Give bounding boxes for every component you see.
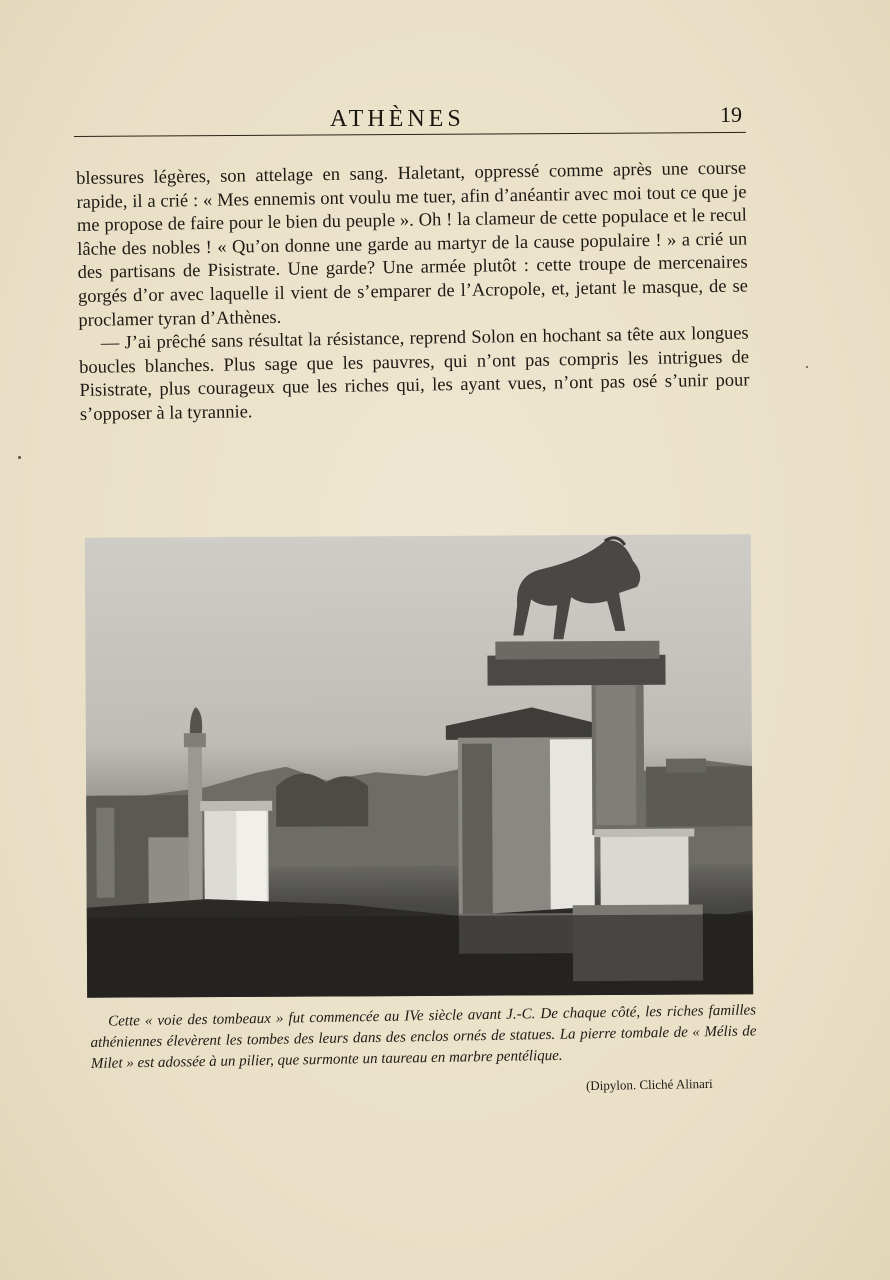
running-title: ATHÈNES [330,106,465,132]
running-head [74,104,746,144]
page-number: 19 [720,102,742,127]
photograph-illustration [85,534,753,997]
figure-caption [90,1000,757,1075]
paper-speck [806,366,808,368]
paper-speck [18,456,21,459]
caption-text: Cette « voie des tombeaux » fut commencée au IVe siècle avant J.-C. De chaque côté, les riches familles athéniennes élevèrent les tombes des leurs dans des enclos ornés de statues. La pierre tombale de « Mélis de Milet » est adossée à un pilier, que surmonte un taureau en marbre pentélique. [90,1002,757,1072]
photograph-tombs-with-bull-statue [85,534,753,997]
paragraph: blessures légères, son attelage en sang. Haletant, oppressé comme après une course rapide, il a crié : « Mes ennemis ont voulu me tuer, afin d’anéantir avec moi tout ce que je me propose de faire pour le bien du peuple ». Oh ! la clameur de cette populace et le recul lâche des nobles ! « Qu’on donne une garde au martyr de la cause populaire ! » a crié un des partisans de Pisistrate. Une garde? Une armée plutôt : cette troupe de mercenaires gorgés d’or avec laquelle il vient de s’emparer de l’Acropole, et, jetant le masque, de se proclamer tyran d’Athènes. [76,158,749,331]
paragraph: — J’ai prêché sans résultat la résistance, reprend Solon en hochant sa tête aux longues boucles blanches. Plus sage que les pauvres, qui n’ont pas compris les intrigues de Pisistrate, plus courageux que les riches qui, les ayant vues, n’ont pas osé s’unir pour s’opposer à la tyrannie. [78,323,750,425]
photo-credit: (Dipylon. Cliché Alinari [585,1075,713,1094]
body-text [76,157,750,427]
